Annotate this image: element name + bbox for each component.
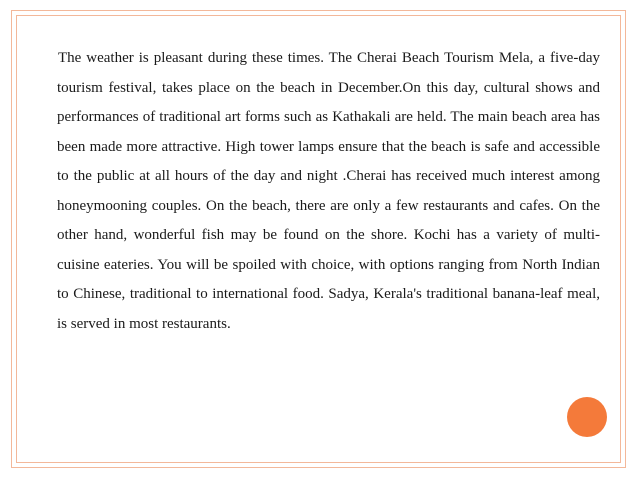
slide-body-text: The weather is pleasant during these times. The Cherai Beach Tourism Mela, a five-day tourism festival, takes place on the beach in December.On this day, cultural shows and performances of traditional art forms such as Kathakali are held. The main beach area has been made more attractive. High tower lamps ensure that the beach is safe and accessible to the public at all hours of the day and night .Cherai has received much interest among honeymooning couples. On the beach, there are only a few restaurants and cafes. On the other hand, wonderful fish may be found on the shore. Kochi has a variety of multi-cuisine eateries. You will be spoiled with choice, with options ranging from North Indian to Chinese, traditional to international food. Sadya, Kerala's traditional banana-leaf meal, is served in most restaurants.: [57, 50, 600, 332]
accent-circle: [567, 397, 607, 437]
